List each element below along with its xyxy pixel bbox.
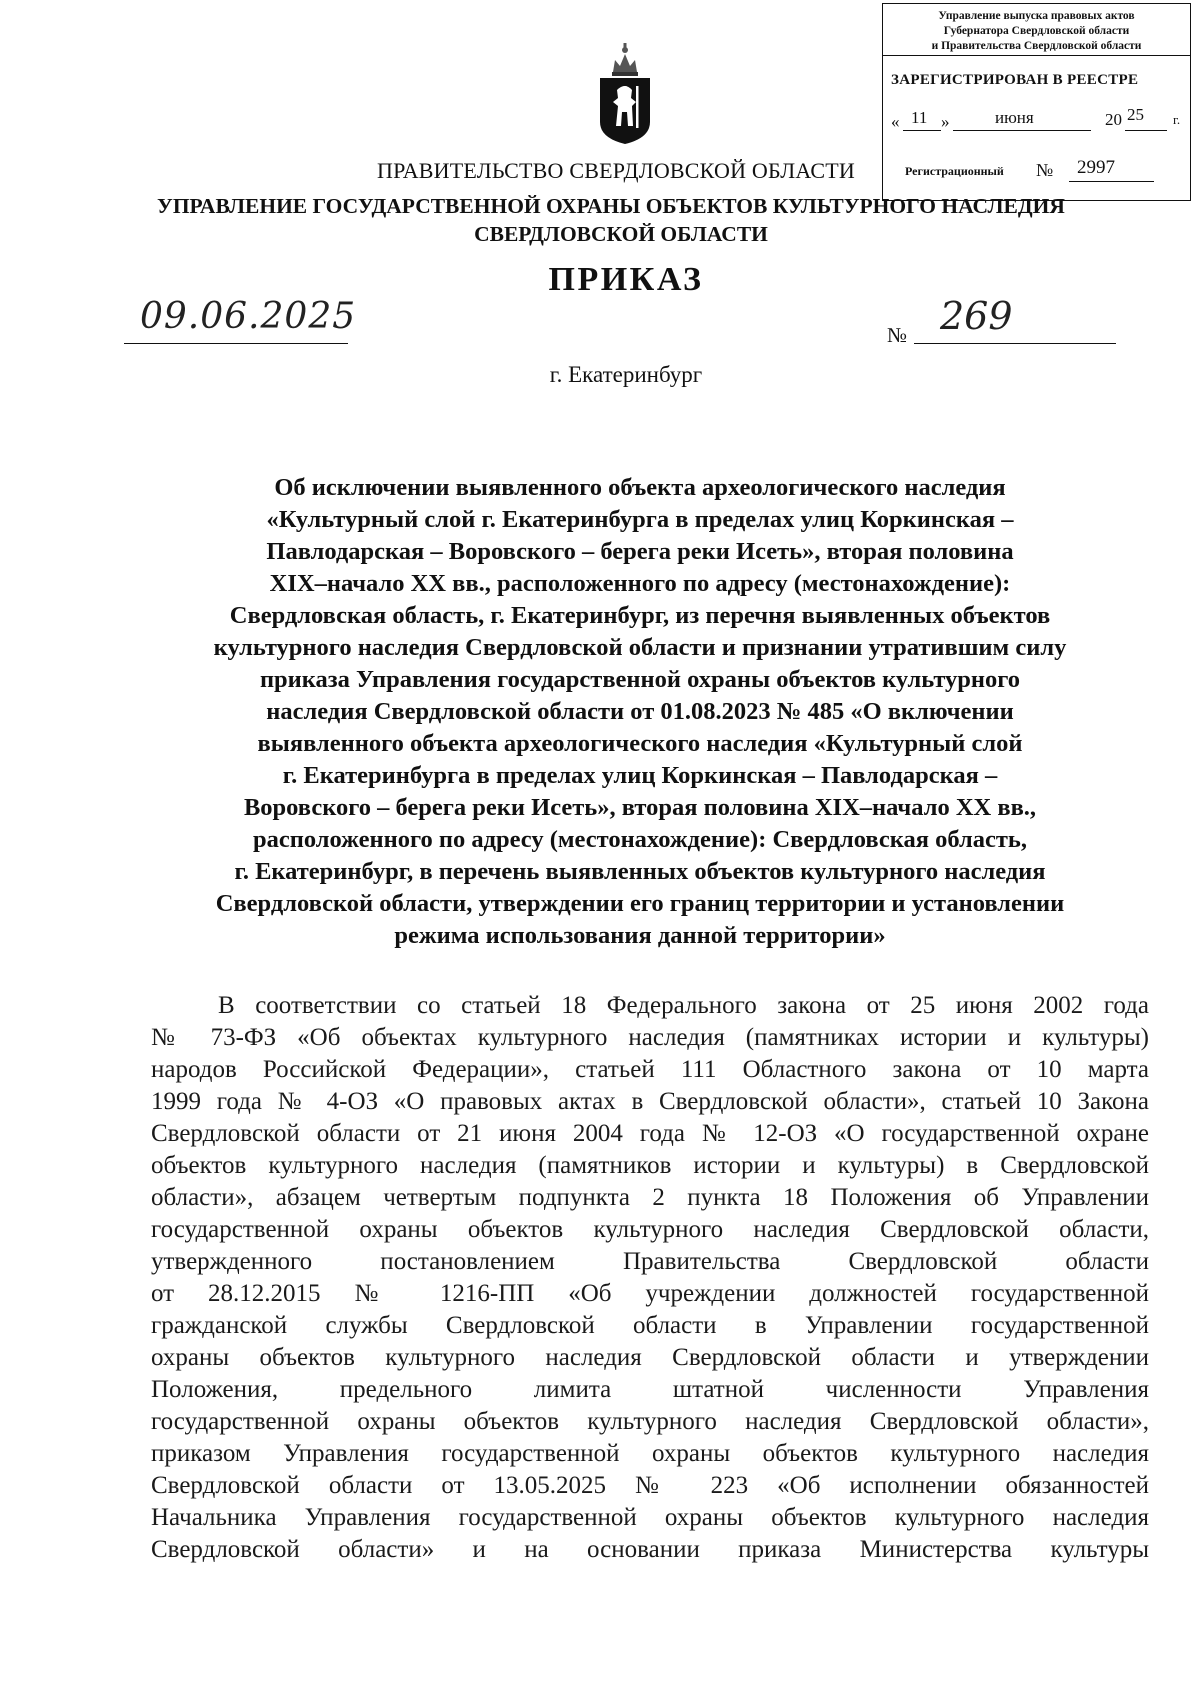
order-body <box>151 990 1149 1566</box>
stamp-month: июня <box>995 108 1034 127</box>
body-line: области», абзацем четвертым подпункта 2 пункта 18 Положения об Управлении <box>151 1184 1149 1211</box>
date-underline <box>124 343 348 344</box>
stamp-header-line: Управление выпуска правовых актов <box>938 10 1135 22</box>
body-line: Свердловской области от 13.05.2025 № 223 «Об исполнении обязанностей <box>151 1472 1149 1499</box>
subject-line: Об исключении выявленного объекта археологического наследия <box>274 474 1006 501</box>
stamp-date-close-quote: » <box>941 112 950 131</box>
body-line: № 73-ФЗ «Об объектах культурного наследия (памятниках истории и культуры) <box>151 1024 1149 1051</box>
body-line: Начальника Управления государственной охраны объектов культурного наследия <box>151 1504 1149 1531</box>
subject-line: Воровского – берега реки Исеть», вторая половина XIX–начало XX вв., <box>243 794 1037 821</box>
stamp-reg-number-value: 2997 <box>1077 157 1115 178</box>
body-line: Свердловской области» и на основании приказа Министерства культуры <box>151 1536 1149 1563</box>
stamp-year-underline <box>1125 130 1167 131</box>
stamp-header <box>883 4 1190 56</box>
subject-line: выявленного объекта археологического наследия «Культурный слой <box>257 730 1023 757</box>
order-date: 09.06.2025 <box>140 296 357 337</box>
subject-line: приказа Управления государственной охраны объектов культурного <box>259 666 1021 693</box>
number-underline <box>914 343 1116 344</box>
document-type: ПРИКАЗ <box>548 261 704 298</box>
body-line: государственной охраны объектов культурного наследия Свердловской области, <box>151 1216 1149 1243</box>
subject-line: наследия Свердловской области от 01.08.2023 № 485 «О включении <box>266 698 1014 725</box>
stamp-title: ЗАРЕГИСТРИРОВАН В РЕЕСТРЕ <box>891 72 1139 88</box>
body-line: объектов культурного наследия (памятников истории и культуры) в Свердловской <box>151 1152 1149 1179</box>
body-line: охраны объектов культурного наследия Свердловской области и утверждении <box>151 1344 1149 1371</box>
stamp-header-line: Губернатора Свердловской области <box>943 25 1130 37</box>
stamp-year-prefix: 20 <box>1105 110 1122 129</box>
subject-line: Свердловской области, утверждении его границ территории и установлении <box>215 890 1065 917</box>
department-name-line1: УПРАВЛЕНИЕ ГОСУДАРСТВЕННОЙ ОХРАНЫ ОБЪЕКТОВ КУЛЬТУРНОГО НАСЛЕДИЯ <box>157 194 1065 218</box>
body-line: 1999 года № 4-ОЗ «О правовых актах в Свердловской области», статьей 10 Закона <box>151 1088 1149 1115</box>
subject-line: г. Екатеринбург, в перечень выявленных объектов культурного наследия <box>234 858 1046 885</box>
subject-line: расположенного по адресу (местонахождение): Свердловская область, <box>252 826 1028 853</box>
stamp-day: 11 <box>911 108 928 127</box>
stamp-year-suffix: 25 <box>1127 105 1144 124</box>
subject-line: XIX–начало XX вв., расположенного по адресу (местонахождение): <box>269 570 1011 597</box>
coat-of-arms-icon <box>597 40 653 146</box>
stamp-date <box>891 105 1187 134</box>
subject-line: режима использования данной территории» <box>394 922 886 949</box>
body-line: утвержденного постановлением Правительства Свердловской области <box>151 1248 1149 1275</box>
order-subject <box>140 472 1140 952</box>
subject-line: культурного наследия Свердловской области и признании утратившим силу <box>213 634 1067 661</box>
subject-line: Павлодарская – Воровского – берега реки Исеть», вторая половина <box>266 538 1014 565</box>
stamp-reg-no-sign: № <box>1036 160 1054 180</box>
body-line: от 28.12.2015 № 1216-ПП «Об учреждении должностей государственной <box>151 1280 1149 1307</box>
body-line: государственной охраны объектов культурного наследия Свердловской области», <box>151 1408 1149 1435</box>
stamp-day-underline <box>903 130 941 131</box>
stamp-month-underline <box>953 130 1091 131</box>
body-line: народов Российской Федерации», статьей 111 Областного закона от 10 марта <box>151 1056 1149 1083</box>
body-line: гражданской службы Свердловской области в Управлении государственной <box>151 1312 1149 1339</box>
subject-line: г. Екатеринбурга в пределах улиц Коркинская – Павлодарская – <box>282 762 998 789</box>
stamp-reg-label: Регистрационный <box>905 164 1004 178</box>
body-line: приказом Управления государственной охраны объектов культурного наследия <box>151 1440 1149 1467</box>
body-line: Свердловской области от 21 июня 2004 года № 12-ОЗ «О государственной охране <box>151 1120 1149 1147</box>
stamp-header-line: и Правительства Свердловской области <box>931 40 1142 52</box>
subject-line: «Культурный слой г. Екатеринбурга в пределах улиц Коркинская – <box>266 506 1014 533</box>
stamp-year-abbr: г. <box>1173 112 1181 127</box>
body-line: Положения, предельного лимита штатной численности Управления <box>151 1376 1149 1403</box>
department-name-line2: СВЕРДЛОВСКОЙ ОБЛАСТИ <box>474 222 768 246</box>
number-sign: № <box>887 323 908 347</box>
order-number: 269 <box>940 294 1013 338</box>
stamp-date-open-quote: « <box>891 112 900 131</box>
government-name: ПРАВИТЕЛЬСТВО СВЕРДЛОВСКОЙ ОБЛАСТИ <box>377 158 855 183</box>
subject-line: Свердловская область, г. Екатеринбург, из перечня выявленных объектов <box>229 602 1051 629</box>
city: г. Екатеринбург <box>549 362 703 387</box>
body-line: В соответствии со статьей 18 Федерального закона от 25 июня 2002 года <box>218 992 1149 1019</box>
